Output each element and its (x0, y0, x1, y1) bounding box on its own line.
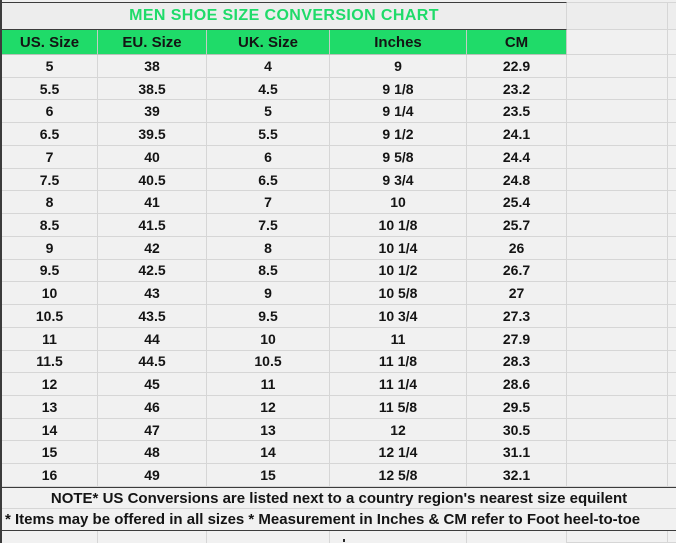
header-cell[interactable]: US. Size (2, 30, 98, 55)
data-cell[interactable]: 6 (207, 146, 330, 169)
data-cell[interactable]: 12 (330, 419, 467, 442)
empty-cell[interactable] (668, 260, 676, 283)
empty-cell[interactable] (668, 146, 676, 169)
empty-cell[interactable] (668, 123, 676, 146)
data-cell[interactable]: 12 5/8 (330, 464, 467, 487)
data-cell[interactable]: 9 1/4 (330, 100, 467, 123)
empty-cell[interactable] (668, 30, 676, 55)
table-row (2, 214, 676, 237)
empty-cell[interactable] (668, 282, 676, 305)
data-cell[interactable]: 9 (2, 237, 98, 260)
data-cell[interactable]: 40.5 (98, 169, 207, 192)
empty-cell[interactable] (567, 351, 668, 374)
data-cell[interactable]: 41.5 (98, 214, 207, 237)
table-row (2, 441, 676, 464)
header-cell[interactable]: CM (467, 30, 567, 55)
data-cell[interactable]: 10 3/4 (330, 305, 467, 328)
header-cell[interactable]: UK. Size (207, 30, 330, 55)
page-title[interactable]: MEN SHOE SIZE CONVERSION CHART (2, 2, 567, 30)
data-cell[interactable]: 9 5/8 (330, 146, 467, 169)
data-cell[interactable]: 9.5 (2, 260, 98, 283)
data-cell[interactable]: 42.5 (98, 260, 207, 283)
empty-cell[interactable] (668, 169, 676, 192)
partial-row (2, 531, 676, 543)
empty-cell[interactable] (467, 531, 567, 543)
empty-cell[interactable] (567, 464, 668, 487)
data-cell[interactable]: 16 (2, 464, 98, 487)
data-cell[interactable]: 11 5/8 (330, 396, 467, 419)
data-cell[interactable]: 22.9 (467, 55, 567, 78)
data-cell[interactable]: 9 (207, 282, 330, 305)
data-cell[interactable]: 10 (330, 191, 467, 214)
empty-cell[interactable] (567, 78, 668, 101)
table-row (2, 123, 676, 146)
data-cell[interactable]: 45 (98, 373, 207, 396)
data-cell[interactable]: 11 (330, 328, 467, 351)
data-cell[interactable]: 39 (98, 100, 207, 123)
data-cell[interactable]: 9 (330, 55, 467, 78)
data-cell[interactable]: 24.8 (467, 169, 567, 192)
data-cell[interactable]: 9 1/8 (330, 78, 467, 101)
empty-cell[interactable] (668, 214, 676, 237)
data-cell[interactable]: 12 (2, 373, 98, 396)
empty-cell[interactable] (668, 305, 676, 328)
table-row (2, 78, 676, 101)
empty-cell[interactable] (668, 237, 676, 260)
data-cell[interactable]: 26 (467, 237, 567, 260)
table-row (2, 351, 676, 374)
data-cell[interactable]: 47 (98, 419, 207, 442)
data-cell[interactable]: 25.7 (467, 214, 567, 237)
data-cell[interactable]: 8.5 (2, 214, 98, 237)
data-cell[interactable]: 27.3 (467, 305, 567, 328)
data-cell[interactable]: 48 (98, 441, 207, 464)
table-row (2, 396, 676, 419)
data-cell[interactable]: 5 (2, 55, 98, 78)
data-cell[interactable]: 24.1 (467, 123, 567, 146)
empty-cell[interactable] (98, 531, 207, 543)
empty-cell[interactable] (668, 191, 676, 214)
empty-cell[interactable] (668, 396, 676, 419)
data-cell[interactable]: 13 (207, 419, 330, 442)
empty-cell[interactable] (567, 282, 668, 305)
data-cell[interactable]: 28.6 (467, 373, 567, 396)
data-cell[interactable]: 42 (98, 237, 207, 260)
table-row (2, 146, 676, 169)
header-cell[interactable]: Inches (330, 30, 467, 55)
empty-cell[interactable] (567, 237, 668, 260)
empty-cell[interactable] (330, 531, 467, 543)
header-row (2, 30, 676, 55)
data-cell[interactable]: 25.4 (467, 191, 567, 214)
data-cell[interactable]: 7.5 (207, 214, 330, 237)
empty-cell[interactable] (668, 464, 676, 487)
empty-cell[interactable] (567, 260, 668, 283)
empty-cell[interactable] (668, 55, 676, 78)
data-cell[interactable]: 8.5 (207, 260, 330, 283)
table-row (2, 305, 676, 328)
table-row (2, 169, 676, 192)
empty-cell[interactable] (668, 328, 676, 351)
data-cell[interactable]: 14 (2, 419, 98, 442)
table-row (2, 237, 676, 260)
data-cell[interactable]: 30.5 (467, 419, 567, 442)
data-cell[interactable]: 9 3/4 (330, 169, 467, 192)
empty-cell[interactable] (668, 351, 676, 374)
header-cell[interactable]: EU. Size (98, 30, 207, 55)
data-cell[interactable]: 41 (98, 191, 207, 214)
data-cell[interactable]: 11 (207, 373, 330, 396)
empty-cell[interactable] (668, 441, 676, 464)
data-cell[interactable]: 24.4 (467, 146, 567, 169)
data-cell[interactable]: 7 (2, 146, 98, 169)
empty-cell[interactable] (567, 169, 668, 192)
empty-cell[interactable] (567, 30, 668, 55)
data-cell[interactable]: 10 (207, 328, 330, 351)
data-cell[interactable]: 9 1/2 (330, 123, 467, 146)
clipped-text-speck (343, 539, 345, 542)
data-cell[interactable]: 27.9 (467, 328, 567, 351)
empty-cell[interactable] (567, 328, 668, 351)
data-cell[interactable]: 46 (98, 396, 207, 419)
data-cell[interactable]: 9.5 (207, 305, 330, 328)
data-cell[interactable]: 31.1 (467, 441, 567, 464)
data-rows (2, 55, 676, 487)
data-cell[interactable]: 10.5 (207, 351, 330, 374)
data-cell[interactable]: 11 1/4 (330, 373, 467, 396)
data-cell[interactable]: 49 (98, 464, 207, 487)
data-cell[interactable]: 7 (207, 191, 330, 214)
data-cell[interactable]: 23.2 (467, 78, 567, 101)
empty-cell[interactable] (567, 146, 668, 169)
data-cell[interactable]: 12 1/4 (330, 441, 467, 464)
data-cell[interactable]: 12 (207, 396, 330, 419)
data-cell[interactable]: 10 5/8 (330, 282, 467, 305)
data-cell[interactable]: 5.5 (207, 123, 330, 146)
data-cell[interactable]: 44.5 (98, 351, 207, 374)
data-cell[interactable]: 38 (98, 55, 207, 78)
data-cell[interactable]: 27 (467, 282, 567, 305)
data-cell[interactable]: 11 (2, 328, 98, 351)
data-cell[interactable]: 7.5 (2, 169, 98, 192)
empty-cell[interactable] (567, 531, 668, 543)
data-cell[interactable]: 10 1/8 (330, 214, 467, 237)
data-cell[interactable]: 11.5 (2, 351, 98, 374)
data-cell[interactable]: 15 (207, 464, 330, 487)
table-row (2, 328, 676, 351)
data-cell[interactable]: 8 (207, 237, 330, 260)
table-row (2, 260, 676, 283)
data-cell[interactable]: 4.5 (207, 78, 330, 101)
data-cell[interactable]: 44 (98, 328, 207, 351)
data-cell[interactable]: 8 (2, 191, 98, 214)
empty-cell[interactable] (207, 531, 330, 543)
empty-cell[interactable] (567, 419, 668, 442)
data-cell[interactable]: 26.7 (467, 260, 567, 283)
empty-cell[interactable] (567, 305, 668, 328)
data-cell[interactable]: 5 (207, 100, 330, 123)
data-cell[interactable]: 43 (98, 282, 207, 305)
empty-cell[interactable] (567, 123, 668, 146)
data-cell[interactable]: 6 (2, 100, 98, 123)
data-cell[interactable]: 39.5 (98, 123, 207, 146)
empty-cell[interactable] (668, 100, 676, 123)
table-row (2, 373, 676, 396)
data-cell[interactable]: 6.5 (2, 123, 98, 146)
title-row (2, 2, 676, 30)
data-cell[interactable]: 15 (2, 441, 98, 464)
data-cell[interactable]: 4 (207, 55, 330, 78)
data-cell[interactable]: 11 1/8 (330, 351, 467, 374)
data-cell[interactable]: 10 1/4 (330, 237, 467, 260)
data-cell[interactable]: 10.5 (2, 305, 98, 328)
empty-cell[interactable] (668, 419, 676, 442)
data-cell[interactable]: 43.5 (98, 305, 207, 328)
empty-cell[interactable] (567, 396, 668, 419)
empty-cell[interactable] (567, 441, 668, 464)
empty-cell[interactable] (567, 2, 668, 30)
data-cell[interactable]: 6.5 (207, 169, 330, 192)
empty-cell[interactable] (668, 531, 676, 543)
empty-cell[interactable] (567, 191, 668, 214)
data-cell[interactable]: 10 (2, 282, 98, 305)
data-cell[interactable]: 32.1 (467, 464, 567, 487)
empty-cell[interactable] (567, 100, 668, 123)
table-row (2, 282, 676, 305)
note-row-2[interactable]: * Items may be offered in all sizes * Measurement in Inches & CM refer to Foot heel-to-toe (2, 509, 676, 531)
table-row (2, 55, 676, 78)
data-cell[interactable]: 14 (207, 441, 330, 464)
data-cell[interactable]: 5.5 (2, 78, 98, 101)
empty-cell[interactable] (567, 55, 668, 78)
table-row (2, 419, 676, 442)
empty-cell[interactable] (668, 2, 676, 30)
table-row (2, 100, 676, 123)
table-row (2, 191, 676, 214)
empty-cell[interactable] (567, 214, 668, 237)
note-row-1[interactable]: NOTE* US Conversions are listed next to a country region's nearest size equilent (2, 487, 676, 509)
data-cell[interactable]: 28.3 (467, 351, 567, 374)
empty-cell[interactable] (567, 373, 668, 396)
data-cell[interactable]: 29.5 (467, 396, 567, 419)
table-row (2, 464, 676, 487)
empty-cell[interactable] (668, 373, 676, 396)
empty-cell[interactable] (668, 78, 676, 101)
data-cell[interactable]: 38.5 (98, 78, 207, 101)
data-cell[interactable]: 23.5 (467, 100, 567, 123)
data-cell[interactable]: 10 1/2 (330, 260, 467, 283)
data-cell[interactable]: 40 (98, 146, 207, 169)
data-cell[interactable]: 13 (2, 396, 98, 419)
empty-cell[interactable] (2, 531, 98, 543)
